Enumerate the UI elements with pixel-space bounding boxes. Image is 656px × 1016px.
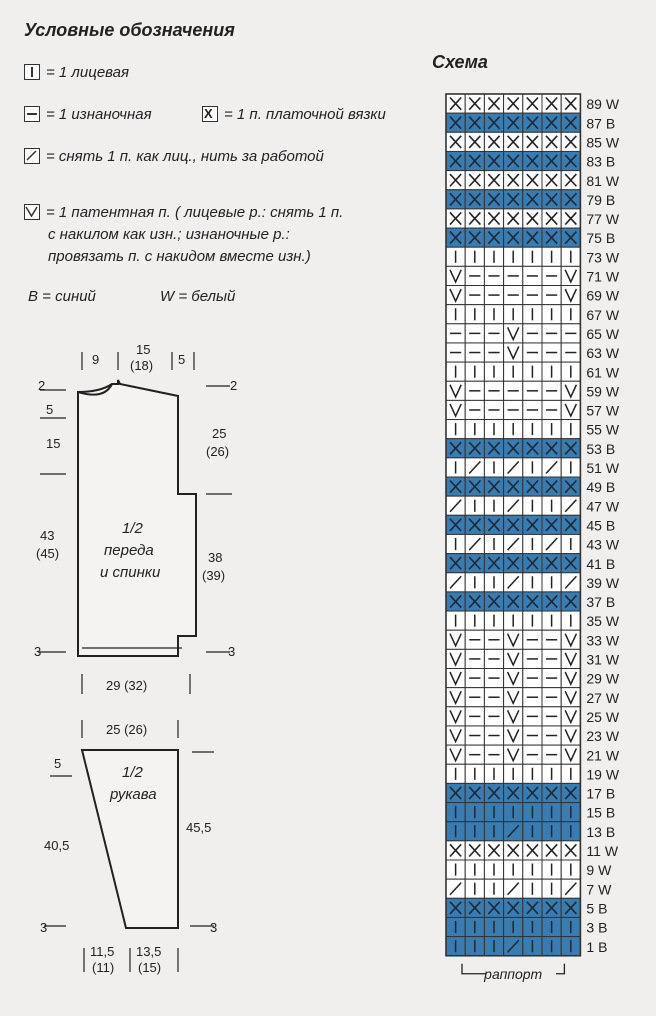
scheme-row-label: 47 W bbox=[586, 498, 620, 515]
legend-knit: = 1 лицевая bbox=[46, 64, 130, 81]
scheme-row bbox=[446, 688, 620, 707]
sleeve-label-half: 1/2 bbox=[122, 764, 143, 781]
dim-right-3: 3 bbox=[228, 644, 236, 659]
scheme-row-label: 87 B bbox=[586, 115, 616, 132]
scheme-row bbox=[446, 400, 620, 419]
scheme-row bbox=[446, 458, 620, 477]
body-label-front: переда bbox=[104, 542, 154, 559]
scheme-row-label: 71 W bbox=[586, 268, 620, 285]
scheme-row-label: 19 W bbox=[586, 766, 620, 783]
dim-left-2: 2 bbox=[38, 378, 46, 393]
dim-left-43: 43 bbox=[40, 528, 55, 543]
scheme-row-label: 11 W bbox=[586, 843, 619, 859]
scheme-row bbox=[446, 611, 620, 630]
repeat-label: раппорт bbox=[484, 965, 543, 982]
scheme-row bbox=[446, 113, 615, 132]
dim-left-5: 5 bbox=[46, 402, 54, 417]
scheme-row bbox=[446, 151, 615, 170]
scheme-row bbox=[446, 94, 620, 113]
sleeve-dim-right-3: 3 bbox=[210, 920, 218, 935]
scheme-row-label: 29 W bbox=[586, 670, 620, 687]
scheme-row-label: 33 W bbox=[586, 632, 620, 649]
scheme-row-label: 37 B bbox=[586, 594, 616, 611]
dim-right-25-alt: (26) bbox=[206, 444, 230, 459]
scheme-row bbox=[446, 496, 620, 515]
scheme-row-label: 69 W bbox=[586, 287, 620, 304]
scheme-row bbox=[446, 534, 620, 553]
scheme-row-label: 67 W bbox=[586, 306, 620, 323]
scheme-row bbox=[446, 132, 620, 151]
scheme-row-label: 83 B bbox=[586, 153, 616, 170]
scheme-row bbox=[446, 630, 620, 649]
sleeve-dim-bottom-right-alt: (15) bbox=[138, 960, 162, 975]
scheme-row bbox=[446, 879, 612, 898]
sleeve-dim-bottom-left-alt: (11) bbox=[92, 960, 115, 975]
scheme-row-label: 15 B bbox=[586, 804, 616, 821]
scheme-row-label: 39 W bbox=[586, 574, 620, 591]
scheme-row bbox=[446, 592, 615, 611]
dim-right-38-alt: (39) bbox=[202, 568, 226, 583]
scheme-row-label: 51 W bbox=[586, 460, 620, 476]
scheme-row bbox=[446, 190, 615, 209]
scheme-row bbox=[446, 707, 620, 726]
scheme-row-label: 5 B bbox=[586, 900, 608, 917]
legend-title: Условные обозначения bbox=[24, 20, 235, 40]
scheme-row bbox=[446, 515, 615, 534]
scheme-row-label: 75 B bbox=[586, 230, 616, 247]
dim-left-43-alt: (45) bbox=[36, 546, 60, 561]
scheme-row bbox=[446, 324, 620, 343]
scheme-row bbox=[446, 171, 620, 190]
dim-bottom-width: 29 (32) bbox=[106, 678, 148, 693]
scheme-row-label: 25 W bbox=[586, 708, 620, 725]
legend-garter: = 1 п. платочной вязки bbox=[224, 106, 386, 123]
scheme-row-label: 57 W bbox=[586, 402, 620, 419]
sleeve-label-name: рукава bbox=[110, 786, 157, 803]
scheme-row-label: 53 B bbox=[586, 440, 616, 457]
scheme-row-label: 41 B bbox=[586, 555, 616, 572]
legend-blue: В = синий bbox=[28, 288, 96, 305]
legend-slip: = снять 1 п. как лиц., нить за работой bbox=[46, 148, 324, 165]
legend-white: W = белый bbox=[160, 288, 236, 305]
sleeve-dim-bottom-left: 11,5 bbox=[90, 944, 115, 959]
scheme-row-label: 17 B bbox=[586, 785, 616, 802]
scheme-row-label: 3 B bbox=[586, 919, 608, 936]
scheme-row-label: 13 B bbox=[586, 823, 616, 840]
scheme-row-label: 59 W bbox=[586, 383, 620, 400]
scheme-row-label: 77 W bbox=[586, 211, 620, 228]
legend-patent-line3: провязать п. с накидом вместе изн.) bbox=[48, 248, 311, 265]
scheme-row bbox=[446, 745, 620, 764]
scheme-row-label: 43 W bbox=[586, 536, 620, 553]
scheme-row bbox=[446, 937, 607, 956]
scheme-row-label: 1 B bbox=[586, 938, 608, 955]
scheme-row bbox=[446, 669, 620, 688]
scheme-row bbox=[446, 822, 615, 841]
scheme-row-label: 27 W bbox=[586, 689, 620, 706]
dim-right-2: 2 bbox=[230, 378, 238, 393]
scheme-row bbox=[446, 783, 615, 802]
body-label-half: 1/2 bbox=[122, 520, 143, 537]
scheme-row bbox=[446, 573, 620, 592]
scheme-row bbox=[446, 343, 620, 362]
scheme-row-label: 21 W bbox=[586, 747, 620, 764]
garter-symbol-icon: X bbox=[202, 106, 218, 122]
scheme-row-label: 79 B bbox=[586, 191, 616, 208]
scheme-row bbox=[446, 247, 620, 266]
dim-top-5: 5 bbox=[178, 352, 186, 367]
sleeve-dim-left-5: 5 bbox=[54, 756, 62, 771]
dim-right-38: 38 bbox=[208, 550, 223, 565]
dim-left-3: 3 bbox=[34, 644, 42, 659]
dim-left-15: 15 bbox=[46, 436, 61, 451]
sleeve-dim-bottom-right: 13,5 bbox=[136, 944, 162, 959]
scheme-row bbox=[446, 477, 615, 496]
scheme-row bbox=[446, 917, 607, 936]
dim-top-15-alt: (18) bbox=[130, 358, 154, 373]
scheme-row-label: 9 W bbox=[586, 862, 612, 879]
scheme-row-label: 31 W bbox=[586, 651, 620, 668]
scheme-row bbox=[446, 898, 607, 917]
scheme-row-label: 73 W bbox=[586, 249, 620, 266]
scheme-row-label: 35 W bbox=[586, 613, 620, 630]
dim-top-15: 15 bbox=[136, 342, 151, 357]
scheme-row bbox=[446, 554, 615, 573]
sleeve-dim-left-3: 3 bbox=[40, 920, 48, 935]
scheme-row-label: 65 W bbox=[586, 325, 620, 342]
scheme-row-label: 85 W bbox=[586, 134, 620, 151]
scheme-row bbox=[446, 841, 619, 860]
legend-purl: = 1 изнаночная bbox=[46, 106, 152, 123]
scheme-chart bbox=[440, 88, 656, 998]
scheme-row bbox=[446, 381, 620, 400]
scheme-row-label: 81 W bbox=[586, 172, 620, 189]
scheme-row bbox=[446, 764, 620, 783]
scheme-row bbox=[446, 860, 612, 879]
scheme-row bbox=[446, 266, 620, 285]
scheme-title: Схема bbox=[432, 52, 488, 72]
body-label-back: и спинки bbox=[100, 564, 161, 581]
legend-patent-line2: с накилом как изн.; изнаночные р.: bbox=[48, 226, 290, 243]
scheme-row-label: 23 W bbox=[586, 728, 620, 745]
scheme-row bbox=[446, 362, 620, 381]
sleeve-dim-right-45: 45,5 bbox=[186, 820, 212, 835]
scheme-row-label: 7 W bbox=[586, 881, 612, 898]
scheme-row bbox=[446, 286, 620, 305]
scheme-row bbox=[446, 726, 620, 745]
scheme-row-label: 55 W bbox=[586, 421, 620, 438]
scheme-row bbox=[446, 803, 615, 822]
sleeve-dim-left-40: 40,5 bbox=[44, 838, 70, 853]
scheme-row-label: 61 W bbox=[586, 364, 620, 381]
legend-patent-line1: = 1 патентная п. ( лицевые р.: снять 1 п. bbox=[46, 204, 344, 221]
scheme-row-label: 49 B bbox=[586, 479, 616, 496]
scheme-row bbox=[446, 420, 620, 439]
dim-top-9: 9 bbox=[92, 352, 100, 367]
scheme-row bbox=[446, 209, 620, 228]
scheme-row bbox=[446, 439, 615, 458]
scheme-row bbox=[446, 305, 620, 324]
scheme-row-label: 45 B bbox=[586, 517, 616, 534]
scheme-row bbox=[446, 649, 620, 668]
sleeve-dim-top: 25 (26) bbox=[106, 722, 148, 737]
sleeve-pattern bbox=[44, 720, 214, 972]
dim-right-25: 25 bbox=[212, 426, 227, 441]
scheme-row bbox=[446, 228, 615, 247]
scheme-row-label: 63 W bbox=[586, 345, 620, 362]
scheme-row-label: 89 W bbox=[586, 96, 620, 113]
